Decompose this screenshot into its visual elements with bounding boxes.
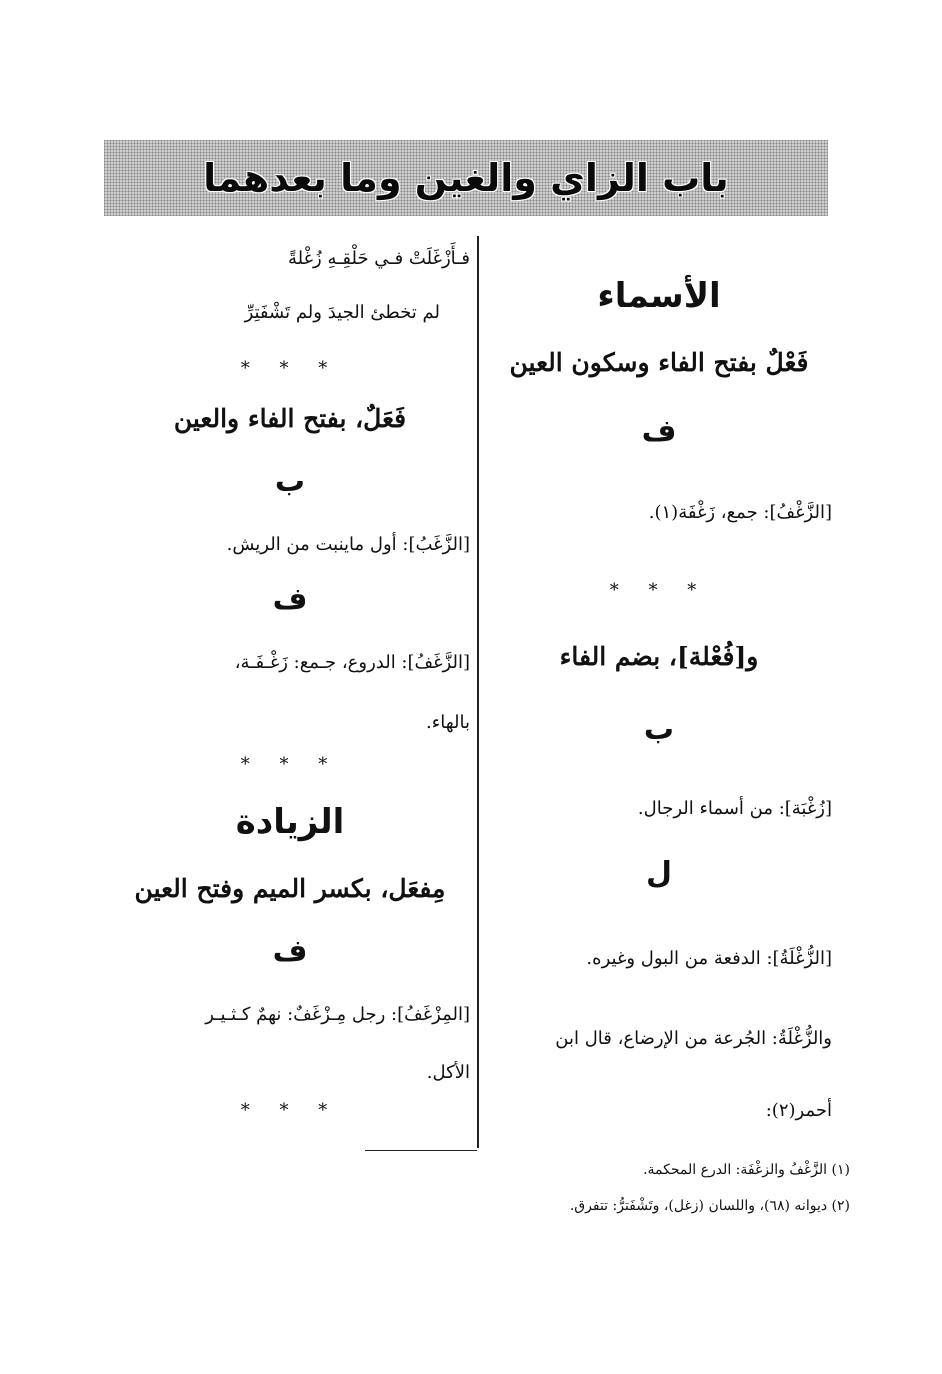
separator-stars: * * * [609, 580, 709, 601]
verse-line-1: فـأَزْغَلَتْ فـي حَلْقِـهِ زُغْلةً [288, 248, 470, 269]
entry-mizghaf: [المِزْغَفُ]: رجل مِـزْغَفٌ: نهمٌ كـثـيـر [205, 1004, 470, 1025]
separator-stars: * * * [240, 754, 340, 775]
entry-zaghf: [الزَّغْفُ]: جمع، زَغْفَة(١). [648, 502, 832, 523]
footnote-rule [365, 1150, 477, 1151]
entry-zughba: [زُغْبَة]: من أسماء الرجال. [637, 798, 832, 819]
entry-zughla-continued: والزُّغْلَةُ: الجُرعة من الإرضاع، قال ابن [555, 1028, 832, 1049]
section-title-augmented: الزيادة [235, 802, 345, 842]
pattern-heading-fal: فَعْلٌ بفتح الفاء وسكون العين [509, 348, 809, 377]
pattern-heading-mifal: مِفعَل، بكسر الميم وفتح العين [134, 874, 446, 903]
column-divider [477, 236, 479, 1148]
entry-zaghaf: [الزَّغَفُ]: الدروع، جـمع: زَغْـفَـة، [234, 652, 470, 673]
pattern-heading-fula: و[فُعْلة]، بضم الفاء [559, 642, 759, 671]
left-column [110, 236, 470, 1154]
letter-heading-ba: ب [643, 712, 675, 747]
right-column [486, 236, 832, 1154]
letter-heading-fa: ف [641, 414, 677, 449]
footnote-1: (١) الزَّغْفُ والزغْفَة: الدرع المحكمة. [643, 1162, 850, 1178]
footnote-2: (٢) ديوانه (٦٨)، واللسان (زغل)، وتَشْفَترُّ: تتفرق. [569, 1198, 850, 1214]
separator-stars: * * * [240, 358, 340, 379]
entry-zughla: [الزُّغْلَةُ]: الدفعة من البول وغيره. [586, 948, 832, 969]
letter-heading-lam: ل [645, 856, 673, 891]
section-title-nouns: الأسماء [597, 276, 721, 316]
letter-heading-fa: ف [272, 582, 308, 617]
letter-heading-fa-2: ف [272, 934, 308, 969]
entry-mizghaf-continued: الأكل. [426, 1062, 470, 1083]
separator-stars: * * * [240, 1100, 340, 1121]
entry-zughla-poet: أحمر(٢): [765, 1100, 832, 1121]
chapter-title: باب الزاي والغين وما بعدهما [203, 156, 729, 200]
chapter-header-banner [104, 140, 828, 216]
pattern-heading-faal: فَعَلٌ، بفتح الفاء والعين [173, 404, 407, 433]
letter-heading-ba: ب [274, 464, 306, 499]
entry-zaghaf-continued: بالهاء. [426, 712, 470, 733]
entry-zaghab: [الزَّغَبُ]: أول ماينبت من الريش. [226, 534, 470, 555]
verse-line-2: لم تخطئ الجيدَ ولم تَشْفَتِرِّ [244, 302, 440, 323]
